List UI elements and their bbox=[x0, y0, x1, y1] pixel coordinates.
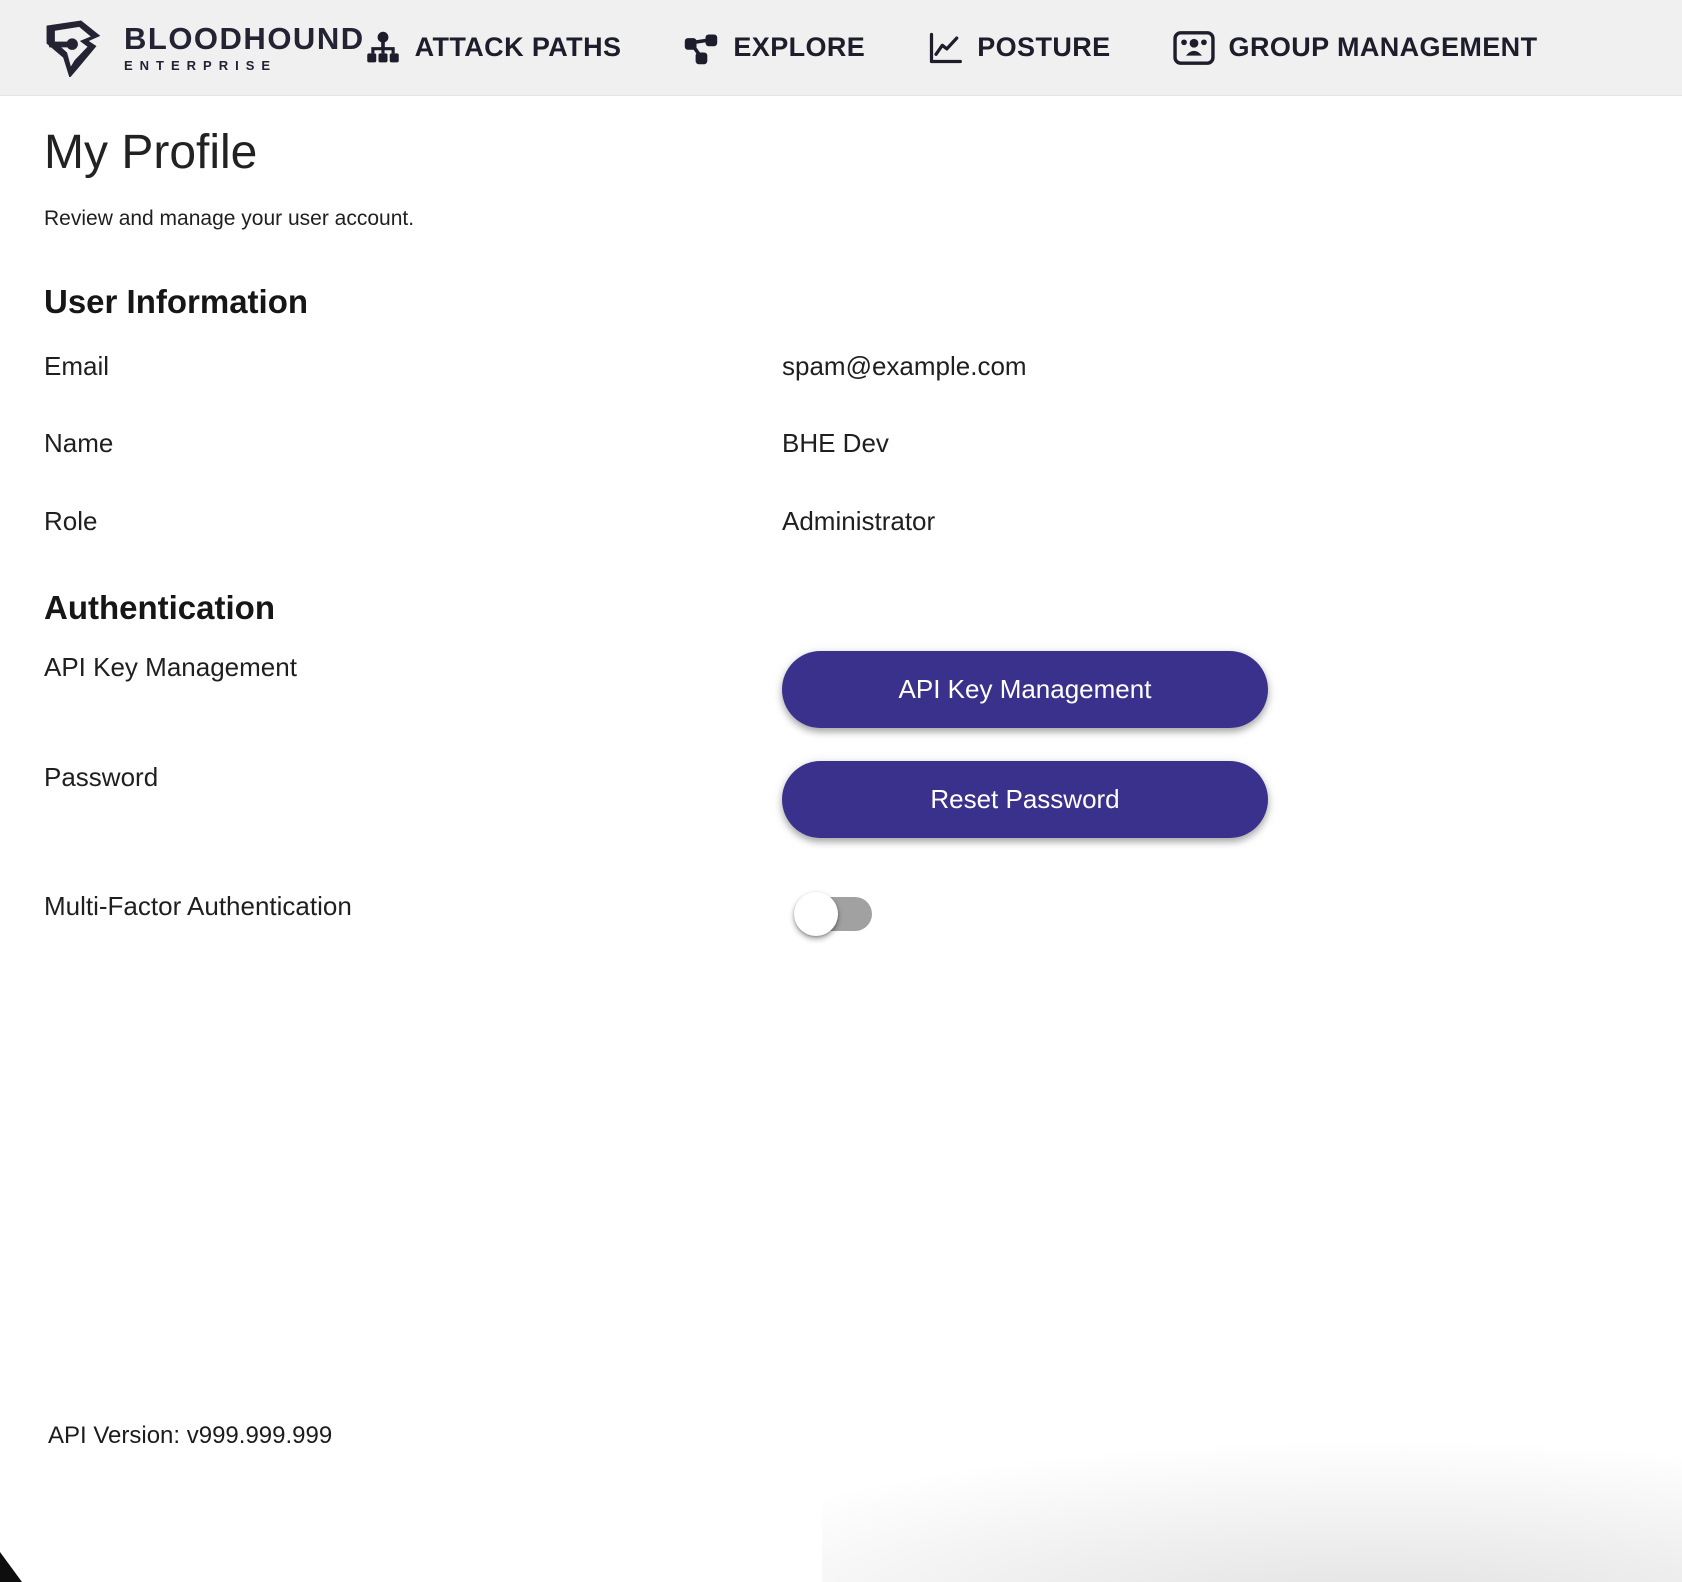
brand-subname: ENTERPRISE bbox=[124, 58, 278, 73]
corner-artifact bbox=[0, 1552, 22, 1582]
role-label: Role bbox=[44, 505, 98, 536]
mfa-toggle[interactable] bbox=[794, 890, 874, 938]
bottom-shadow bbox=[822, 1432, 1682, 1582]
role-value: Administrator bbox=[782, 505, 936, 536]
reset-password-button[interactable]: Reset Password bbox=[782, 761, 1268, 838]
mfa-toggle-thumb bbox=[794, 892, 838, 936]
users-card-icon bbox=[1173, 30, 1215, 66]
nav-item-label: POSTURE bbox=[977, 32, 1111, 62]
nav-item-attack-paths[interactable] bbox=[365, 30, 622, 66]
email-label: Email bbox=[44, 350, 110, 381]
role-row bbox=[44, 505, 1638, 538]
mfa-label: Multi-Factor Authentication bbox=[44, 890, 352, 921]
chart-line-icon bbox=[927, 30, 963, 66]
api-version-text: API Version: v999.999.999 bbox=[48, 1422, 333, 1449]
bloodhound-hound-icon bbox=[44, 19, 108, 77]
brand-text bbox=[124, 23, 365, 72]
sitemap-icon bbox=[365, 30, 401, 66]
authentication-rows bbox=[44, 651, 1638, 938]
api-key-management-button[interactable]: API Key Management bbox=[782, 651, 1268, 728]
name-row bbox=[44, 427, 1638, 460]
password-label: Password bbox=[44, 761, 159, 792]
bloodhound-logo[interactable] bbox=[44, 19, 365, 77]
nav-item-explore[interactable] bbox=[683, 30, 865, 66]
profile-page bbox=[0, 124, 1682, 938]
nav-item-label: ATTACK PATHS bbox=[414, 32, 622, 62]
name-value: BHE Dev bbox=[782, 428, 889, 459]
brand-name: BLOODHOUND bbox=[124, 21, 365, 56]
user-information-rows bbox=[44, 350, 1638, 538]
main-navigation bbox=[365, 30, 1538, 66]
nav-item-group-management[interactable] bbox=[1173, 30, 1538, 66]
nav-item-posture[interactable] bbox=[927, 30, 1110, 66]
mfa-row bbox=[44, 890, 1638, 938]
email-value: spam@example.com bbox=[782, 350, 1027, 381]
nav-item-label: EXPLORE bbox=[733, 32, 866, 62]
user-information-heading: User Information bbox=[44, 282, 309, 320]
api-key-label: API Key Management bbox=[44, 651, 297, 682]
top-navbar bbox=[0, 0, 1682, 96]
name-label: Name bbox=[44, 428, 114, 459]
authentication-heading: Authentication bbox=[44, 589, 275, 627]
password-row bbox=[44, 761, 1638, 838]
page-subtitle: Review and manage your user account. bbox=[44, 206, 415, 230]
api-key-row bbox=[44, 651, 1638, 728]
email-row bbox=[44, 350, 1638, 383]
graph-nodes-icon bbox=[683, 30, 719, 66]
nav-item-label: GROUP MANAGEMENT bbox=[1228, 32, 1538, 62]
page-title: My Profile bbox=[44, 126, 258, 179]
